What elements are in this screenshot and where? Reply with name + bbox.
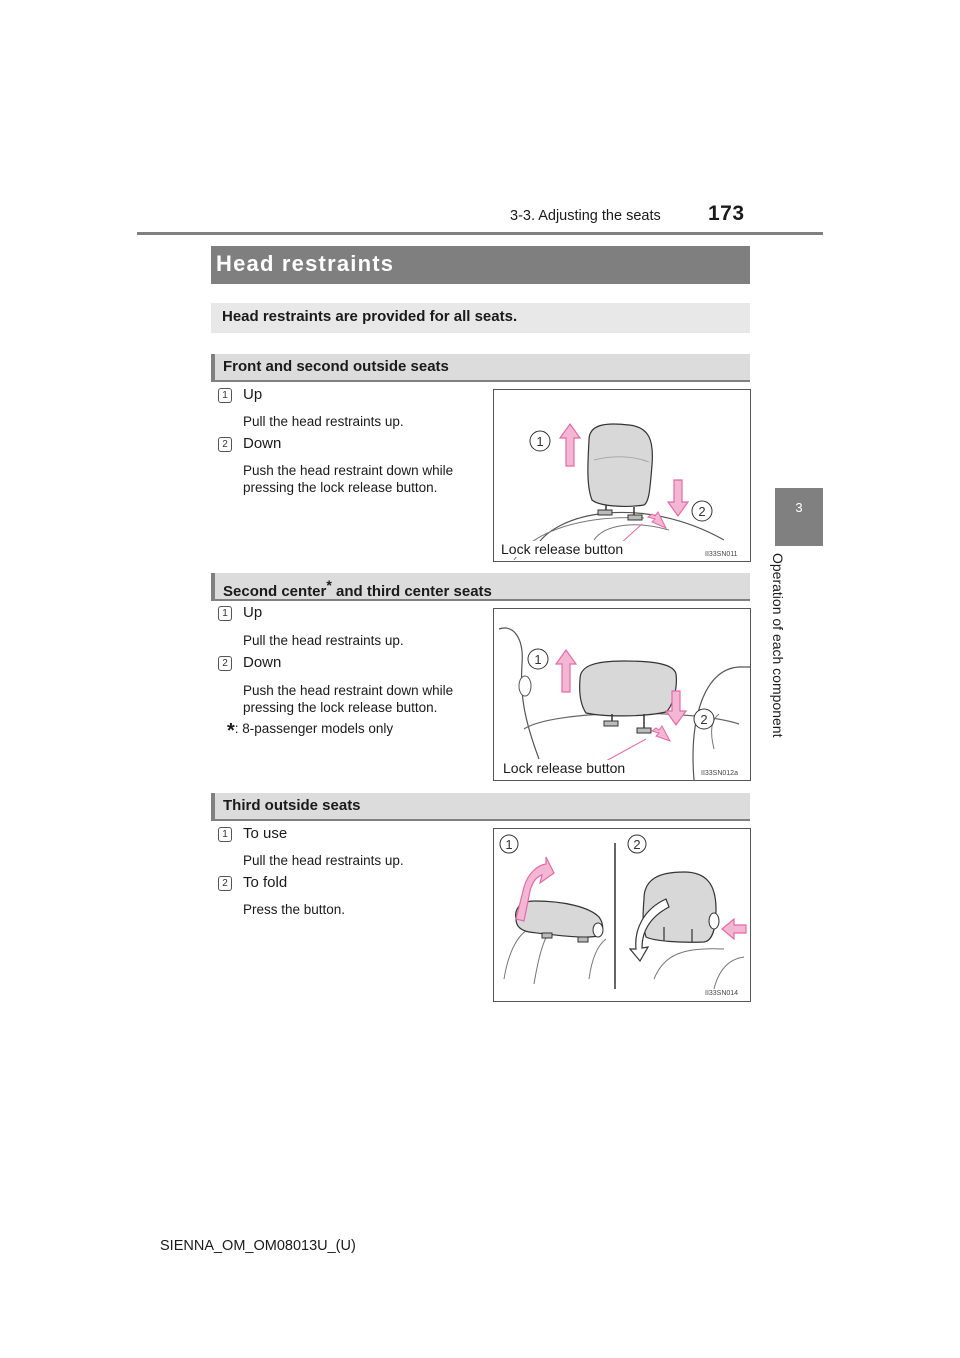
step-description: Pull the head restraints up. xyxy=(243,633,404,648)
figure-callout: 1 xyxy=(534,652,542,667)
section-reference: 3-3. Adjusting the seats xyxy=(510,208,661,224)
step-number: 1 xyxy=(218,606,232,621)
section-heading-text-rest: and third center seats xyxy=(331,583,492,600)
figure-callout: 2 xyxy=(700,712,708,727)
step-title: Up xyxy=(243,604,263,621)
step-title: Up xyxy=(243,386,263,403)
step-number: 1 xyxy=(218,388,232,403)
section-heading-front-second-outside xyxy=(211,354,750,382)
figure-callout: 1 xyxy=(536,434,544,449)
section-heading-text: Second center xyxy=(223,583,327,600)
chapter-number: 3 xyxy=(795,500,803,515)
step-number: 2 xyxy=(218,876,232,891)
figure-code: II33SN014 xyxy=(705,990,739,997)
chapter-title-text: Operation of each component xyxy=(770,553,786,738)
step-description: Push the head restraint down while pressing the lock release button. xyxy=(243,463,454,495)
step-number: 1 xyxy=(218,827,232,842)
footnote-text: : 8-passenger models only xyxy=(234,721,394,736)
figure-front-headrest xyxy=(493,389,751,562)
step-number: 2 xyxy=(218,656,232,671)
chapter-tab xyxy=(775,488,823,546)
center-headrest-illustration xyxy=(494,609,750,780)
section-heading-label xyxy=(223,577,492,600)
section-heading-bar xyxy=(211,793,215,821)
footnote-asterisk: * xyxy=(227,720,235,742)
document-code: SIENNA_OM_OM08013U_(U) xyxy=(160,1238,356,1254)
footnote xyxy=(227,720,393,743)
section-heading-bar xyxy=(211,573,215,601)
step-number: 2 xyxy=(218,437,232,452)
section-heading-bar xyxy=(211,354,215,382)
step-description: Pull the head restraints up. xyxy=(243,853,404,868)
page-number: 173 xyxy=(708,202,745,225)
header-rule xyxy=(137,232,823,235)
step-title: To use xyxy=(243,825,288,842)
front-headrest-illustration xyxy=(494,390,750,561)
step-description: Press the button. xyxy=(243,902,346,917)
section-heading-label: Front and second outside seats xyxy=(223,358,449,375)
section-heading-third-outside xyxy=(211,793,750,821)
section-heading-second-center xyxy=(211,573,750,601)
intro-text: Head restraints are provided for all seats. xyxy=(222,308,518,325)
third-outside-headrest-illustration xyxy=(494,829,750,1001)
figure-callout: 1 xyxy=(505,837,513,852)
figure-third-outside-headrest xyxy=(493,828,751,1002)
section-heading-label: Third outside seats xyxy=(223,797,361,814)
figure-callout: 2 xyxy=(633,837,641,852)
footnote-marker: * xyxy=(326,577,332,593)
figure-code: II33SN011 xyxy=(705,551,738,558)
page-title: Head restraints xyxy=(216,251,395,276)
step-title: Down xyxy=(243,435,282,452)
figure-code: II33SN012a xyxy=(701,770,738,777)
step-title: Down xyxy=(243,654,282,671)
chapter-title xyxy=(770,553,798,745)
step-description: Pull the head restraints up. xyxy=(243,414,404,429)
figure-callout: 2 xyxy=(698,504,706,519)
step-description: Push the head restraint down while pressing the lock release button. xyxy=(243,683,454,715)
figure-label-lock-release: Lock release button xyxy=(501,541,624,557)
figure-center-headrest xyxy=(493,608,751,781)
figure-label-lock-release: Lock release button xyxy=(503,760,626,776)
step-title: To fold xyxy=(243,874,288,891)
